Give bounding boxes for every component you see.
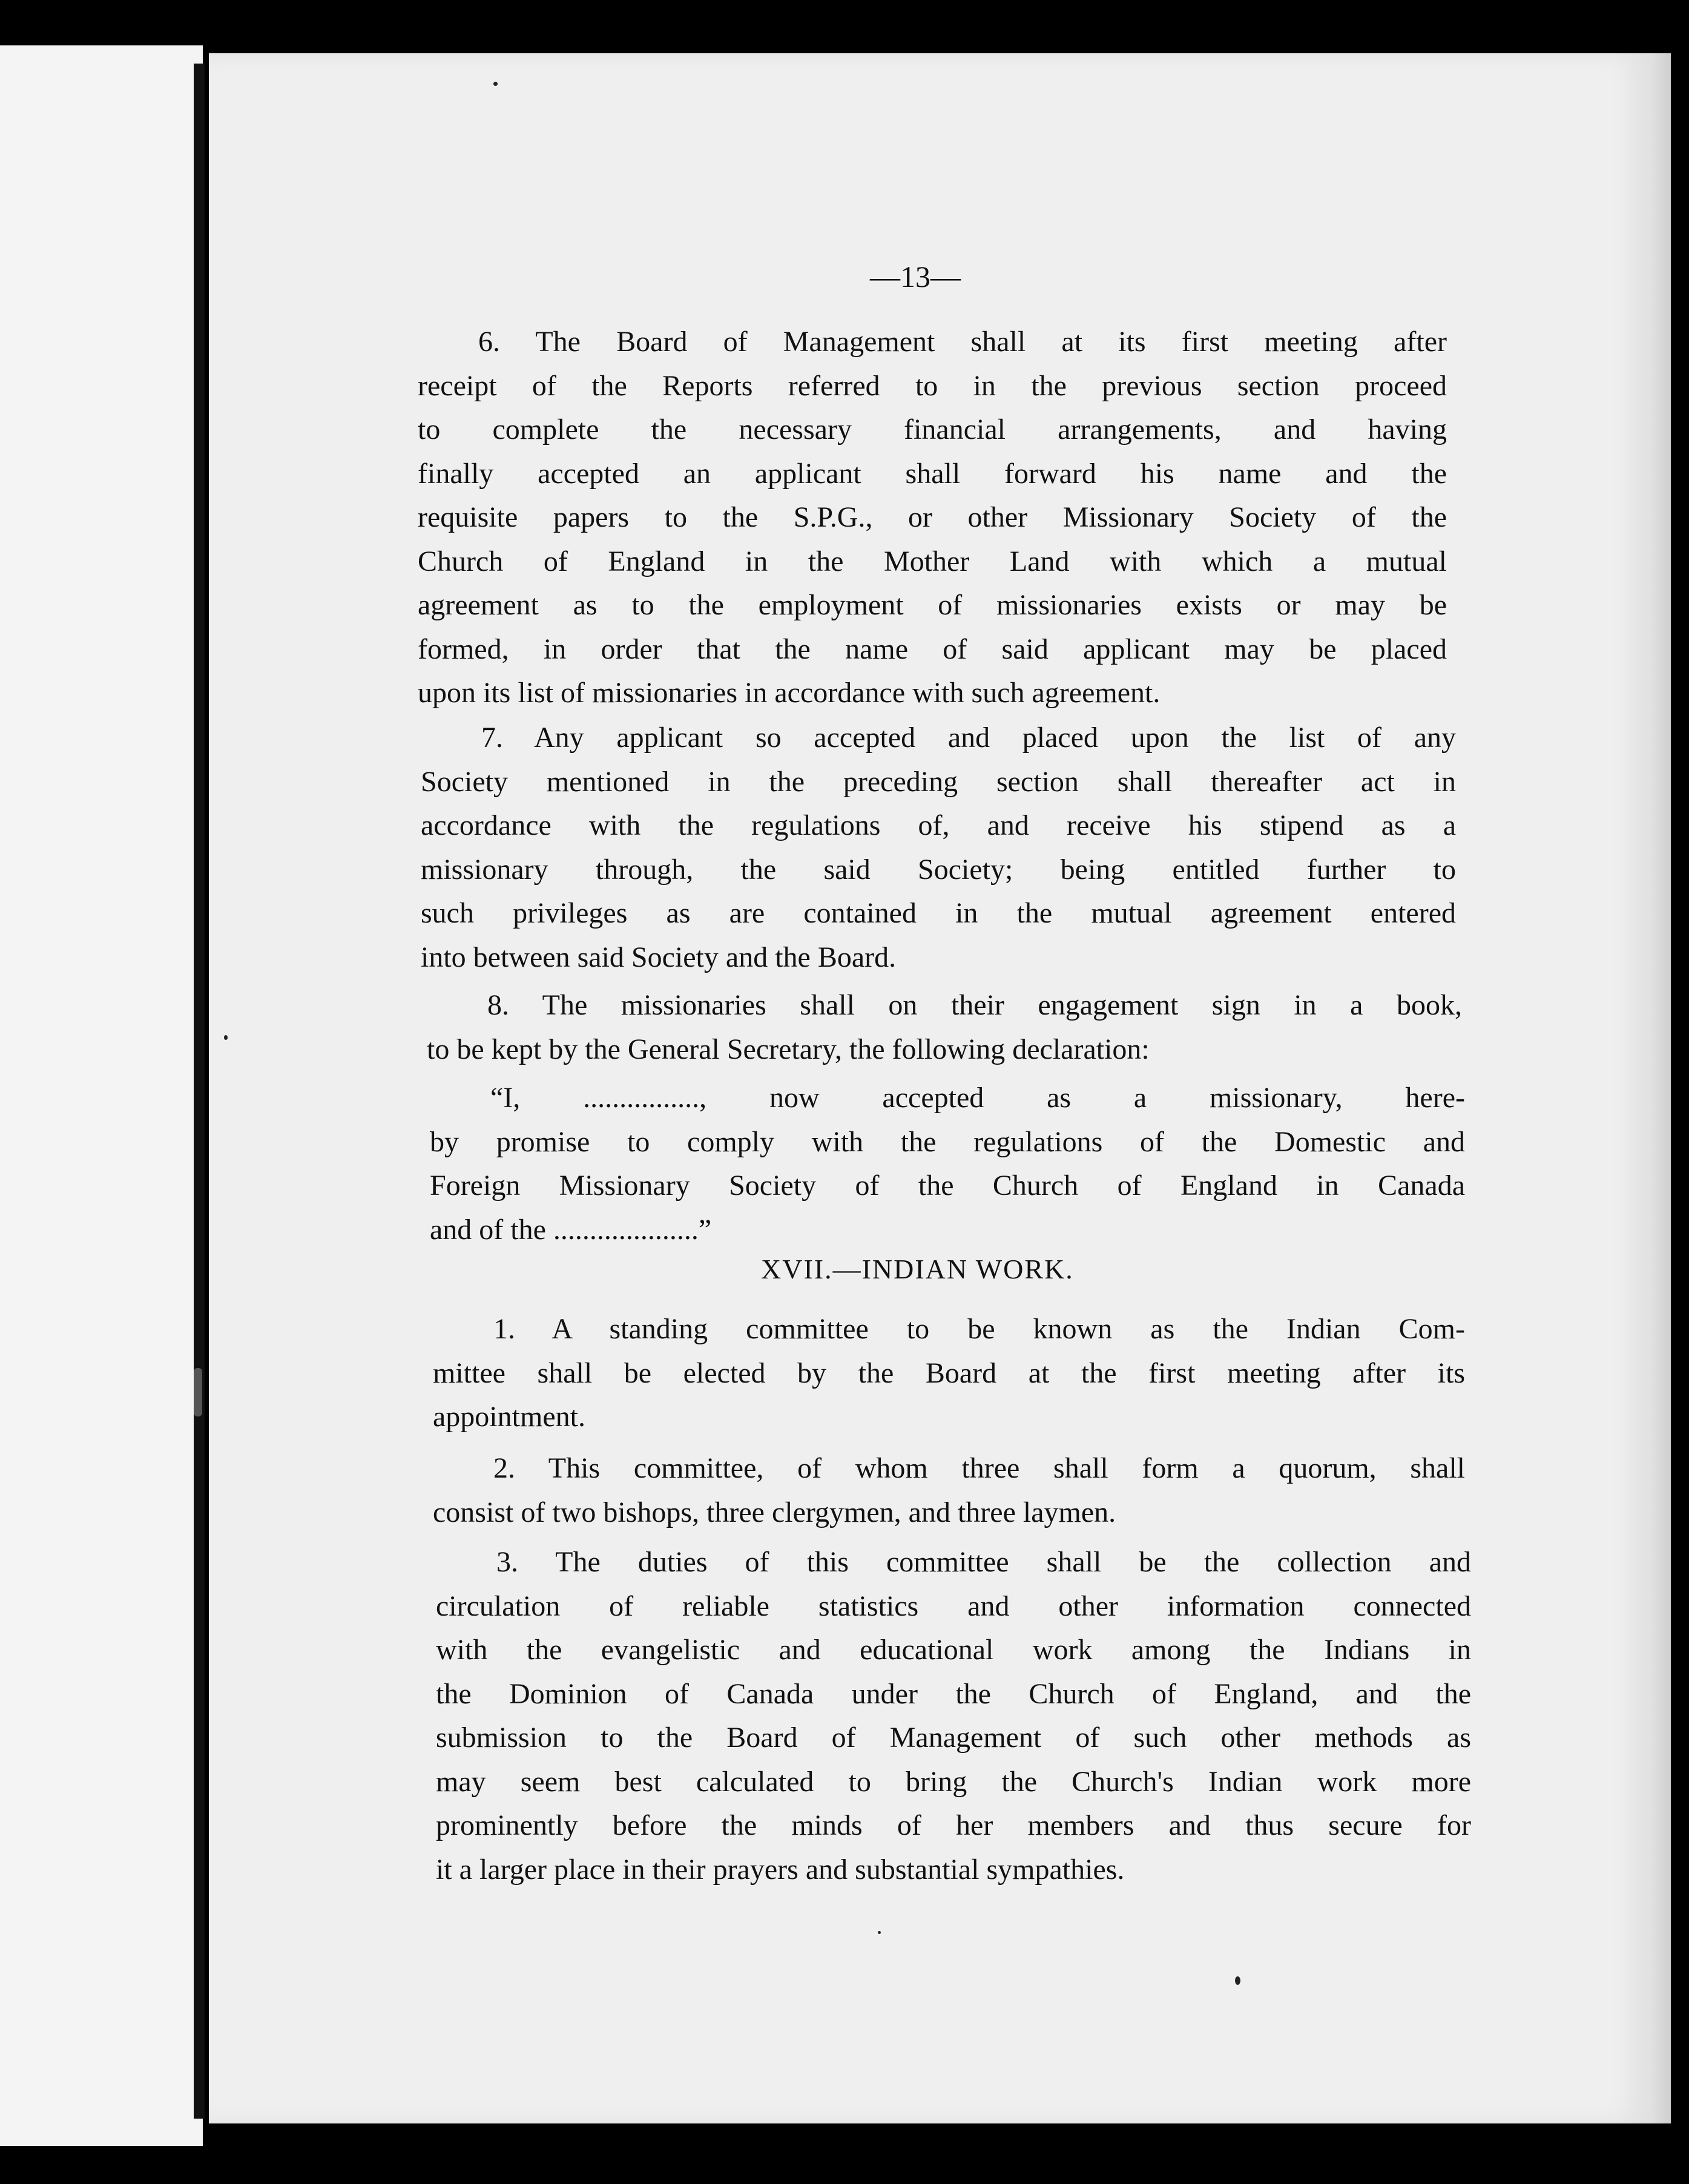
text-line: appointment. <box>433 1401 585 1433</box>
text-line: submission to the Board of Management of such other methods as <box>436 1722 1471 1754</box>
text-line: 2. This committee, of whom three shall form a quorum, shall <box>493 1452 1465 1484</box>
paragraph-xvii-2 <box>433 1447 1465 1534</box>
text-line: prominently before the minds of her members and thus secure for <box>436 1809 1471 1841</box>
paragraph-6 <box>418 320 1447 715</box>
text-line: to complete the necessary financial arrangements, and having <box>418 413 1447 446</box>
paragraph-8 <box>427 984 1462 1071</box>
text-line: 3. The duties of this committee shall be the collection and <box>496 1546 1471 1578</box>
text-line: circulation of reliable statistics and other information connected <box>436 1590 1471 1622</box>
text-line: Church of England in the Mother Land with which a mutual <box>418 545 1447 577</box>
paragraph-xvii-3 <box>436 1541 1471 1892</box>
text-line: consist of two bishops, three clergymen, and three laymen. <box>433 1496 1116 1528</box>
text-line: agreement as to the employment of missionaries exists or may be <box>418 589 1447 621</box>
page-number: —13— <box>870 260 961 294</box>
text-line: such privileges as are contained in the mutual agreement entered <box>421 897 1456 929</box>
text-line: into between said Society and the Board. <box>421 941 897 973</box>
text-line: the Dominion of Canada under the Church of England, and the <box>436 1677 1471 1710</box>
text-line: Foreign Missionary Society of the Church of England in Canada <box>430 1169 1465 1202</box>
text-line: it a larger place in their prayers and substantial sympathies. <box>436 1853 1125 1886</box>
paragraph-7 <box>421 716 1456 979</box>
text-line: “I, ................, now accepted as a missionary, here- <box>490 1082 1465 1114</box>
text-line: finally accepted an applicant shall forward his name and the <box>418 457 1447 490</box>
text-line: may seem best calculated to bring the Church's Indian work more <box>436 1765 1471 1798</box>
text-line: mittee shall be elected by the Board at the first meeting after its <box>433 1357 1465 1389</box>
scan-speck <box>878 1931 881 1934</box>
text-line: receipt of the Reports referred to in the previous section proceed <box>418 369 1447 402</box>
book-spine <box>194 64 205 2119</box>
text-line: accordance with the regulations of, and receive his stipend as a <box>421 809 1456 841</box>
scan-speck <box>1235 1976 1240 1985</box>
scan-speck <box>224 1035 228 1040</box>
text-line: Society mentioned in the preceding section shall thereafter act in <box>421 765 1456 798</box>
text-line: formed, in order that the name of said applicant may be placed <box>418 633 1447 665</box>
section-heading: XVII.—INDIAN WORK. <box>761 1254 1074 1284</box>
declaration-quote <box>430 1076 1465 1252</box>
text-line: 7. Any applicant so accepted and placed upon the list of any <box>481 722 1456 754</box>
text-line: requisite papers to the S.P.G., or other Missionary Society of the <box>418 501 1447 533</box>
text-line: by promise to comply with the regulations of the Domestic and <box>430 1125 1465 1158</box>
page-edge-shadow <box>1650 53 1671 2123</box>
scan-speck <box>194 1368 202 1416</box>
text-line: 6. The Board of Management shall at its first meeting after <box>478 326 1447 358</box>
text-line: with the evangelistic and educational work among the Indians in <box>436 1634 1471 1666</box>
left-page-edge <box>0 45 203 2146</box>
text-line: missionary through, the said Society; being entitled further to <box>421 853 1456 886</box>
text-line: 1. A standing committee to be known as the Indian Com- <box>493 1313 1465 1345</box>
text-line: to be kept by the General Secretary, the following declaration: <box>427 1033 1150 1065</box>
text-line: upon its list of missionaries in accordance with such agreement. <box>418 677 1161 709</box>
scan-speck <box>493 82 498 86</box>
text-line: 8. The missionaries shall on their engagement sign in a book, <box>487 989 1462 1021</box>
paragraph-xvii-1 <box>433 1307 1465 1439</box>
text-line: and of the ....................” <box>430 1213 712 1246</box>
